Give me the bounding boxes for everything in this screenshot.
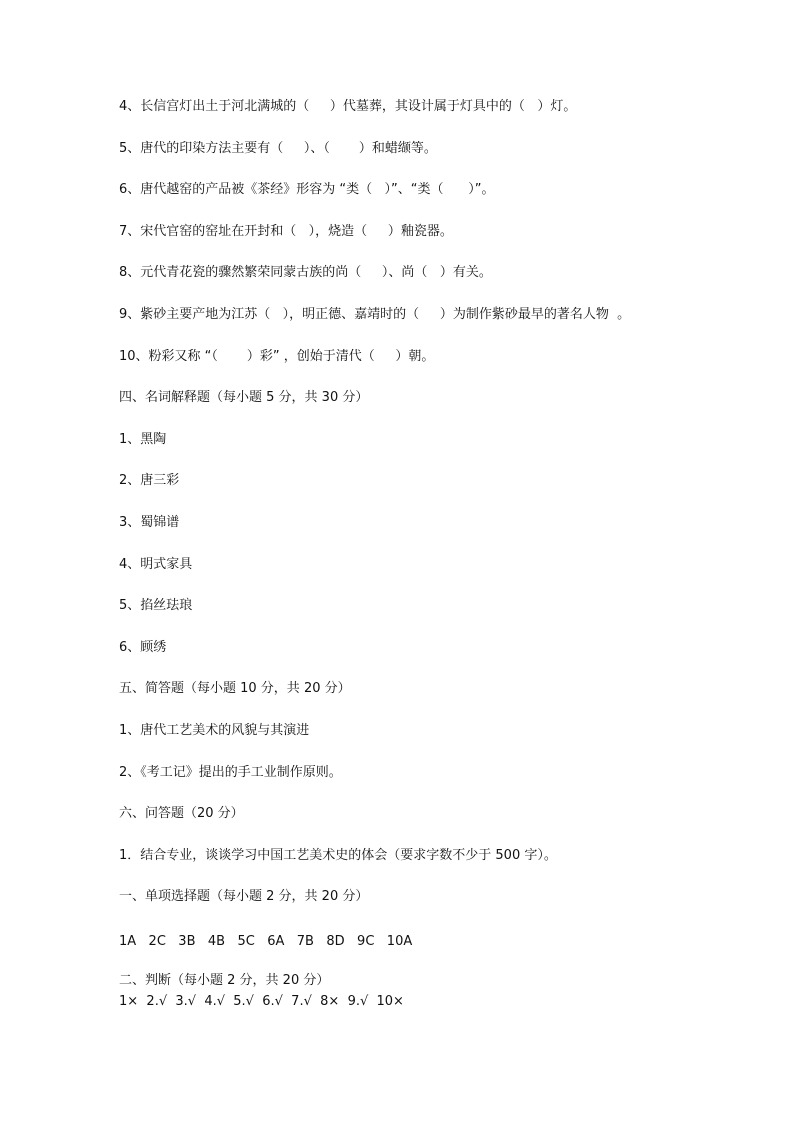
section-heading-terms: 四、名词解释题（每小题 5 分，共 30 分）: [119, 390, 369, 405]
term-item-4: 4、明式家具: [119, 557, 193, 572]
section-heading-essay: 六、问答题（20 分）: [119, 806, 244, 821]
term-item-2: 2、唐三彩: [119, 473, 180, 488]
term-item-1: 1、黑陶: [119, 432, 167, 447]
essay-item-1: 1．结合专业，谈谈学习中国工艺美术史的体会（要求字数不少于 500 字）。: [119, 848, 557, 863]
term-item-3: 3、蜀锦谱: [119, 515, 180, 530]
short-answer-item-1: 1、唐代工艺美术的风貌与其演进: [119, 723, 310, 738]
section-heading-single-choice: 一、单项选择题（每小题 2 分，共 20 分）: [119, 889, 369, 904]
fill-question-10: 10、粉彩又称 “（ ）彩” ，创始于清代（ ）朝。: [119, 349, 435, 364]
fill-question-5: 5、唐代的印染方法主要有（ ）、（ ）和蜡缬等。: [119, 141, 437, 156]
term-item-5: 5、掐丝珐琅: [119, 598, 193, 613]
section-heading-short-answer: 五、简答题（每小题 10 分，共 20 分）: [119, 681, 351, 696]
section-heading-true-false: 二、判断（每小题 2 分，共 20 分）: [119, 973, 330, 988]
single-choice-answers: 1A 2C 3B 4B 5C 6A 7B 8D 9C 10A: [119, 934, 413, 949]
fill-question-7: 7、宋代官窑的窑址在开封和（ ），烧造（ ）釉瓷器。: [119, 224, 453, 239]
fill-question-8: 8、元代青花瓷的骤然繁荣同蒙古族的尚（ ）、尚（ ）有关。: [119, 265, 492, 280]
short-answer-item-2: 2、《考工记》提出的手工业制作原则。: [119, 765, 342, 780]
true-false-answers: 1× 2.√ 3.√ 4.√ 5.√ 6.√ 7.√ 8× 9.√ 10×: [119, 994, 404, 1009]
term-item-6: 6、顾绣: [119, 640, 167, 655]
fill-question-6: 6、唐代越窑的产品被《茶经》形容为 “类（ ）”、“类（ ）”。: [119, 182, 495, 197]
fill-question-4: 4、长信宫灯出土于河北满城的（ ）代墓葬，其设计属于灯具中的（ ）灯。: [119, 99, 577, 114]
fill-question-9: 9、紫砂主要产地为江苏（ ），明正德、嘉靖时的（ ）为制作紫砂最早的著名人物 。: [119, 307, 631, 322]
